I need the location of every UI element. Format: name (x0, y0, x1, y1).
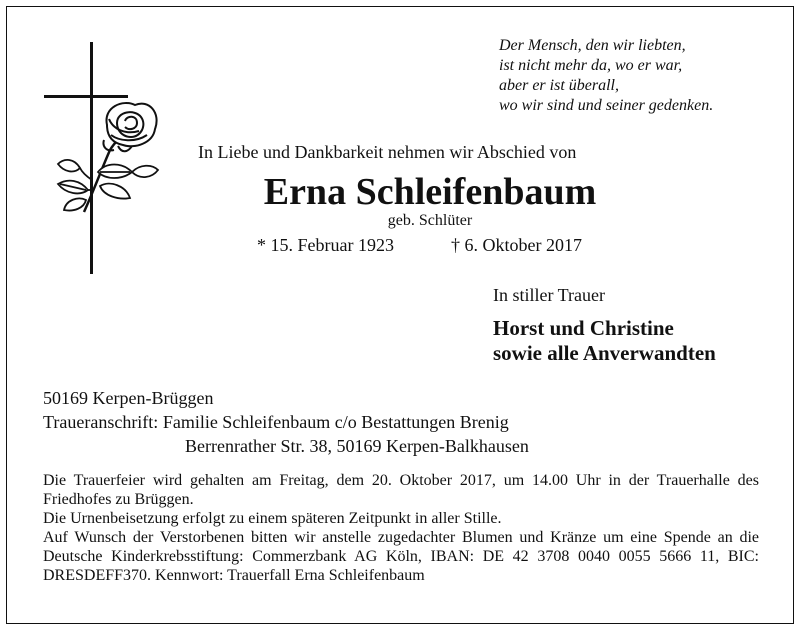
poem-line: ist nicht mehr da, wo er war, (499, 57, 683, 74)
memorial-poem (499, 36, 789, 116)
address-city: 50169 Kerpen-Brüggen (43, 388, 214, 408)
birth-name: geb. Schlüter (387, 212, 473, 229)
address-line (43, 410, 529, 434)
birth-date: * 15. Februar 1923 (257, 235, 394, 255)
donation-request-text: Auf Wunsch der Verstorbenen bitten wir anstelle zugedachter Blumen und Kränze um eine Spende an die Deutsche Kinderkrebsstiftung: Commerzbank AG Köln, IBAN: DE 42 3708 0040 0055 5666 11, BIC: DRESDEFF370. Kennwort: Trauerfall Erna Schleifenbaum (43, 529, 759, 584)
poem-line: aber er ist überall, (499, 77, 619, 94)
birth-name-row (0, 212, 800, 230)
cross-with-rose-icon (36, 40, 176, 275)
farewell-intro: In Liebe und Dankbarkeit nehmen wir Abschied von (198, 142, 577, 162)
deceased-name: Erna Schleifenbaum (263, 171, 597, 213)
mourners-names (493, 316, 716, 366)
poem-line: Der Mensch, den wir liebten, (499, 37, 686, 54)
address-line-1: Familie Schleifenbaum c/o Bestattungen Brenig (162, 412, 509, 432)
address-label: Traueranschrift: (43, 412, 159, 432)
ceremony-info (43, 471, 759, 585)
urn-burial-text: Die Urnenbeisetzung erfolgt zu einem späteren Zeitpunkt in aller Stille. (43, 510, 502, 527)
poem-line: wo wir sind und seiner gedenken. (499, 97, 714, 114)
death-date: † 6. Oktober 2017 (451, 235, 582, 255)
mourner-line: sowie alle Anverwandten (493, 341, 716, 365)
mourners-intro: In stiller Trauer (493, 285, 605, 305)
mourning-address (43, 386, 529, 458)
funeral-service-text: Die Trauerfeier wird gehalten am Freitag, dem 20. Oktober 2017, um 14.00 Uhr in der Trauerhalle des Friedhofes zu Brüggen. (43, 472, 759, 508)
deceased-name-row (0, 171, 800, 213)
address-line-2: Berrenrather Str. 38, 50169 Kerpen-Balkhausen (185, 436, 529, 456)
mourner-line: Horst und Christine (493, 316, 674, 340)
